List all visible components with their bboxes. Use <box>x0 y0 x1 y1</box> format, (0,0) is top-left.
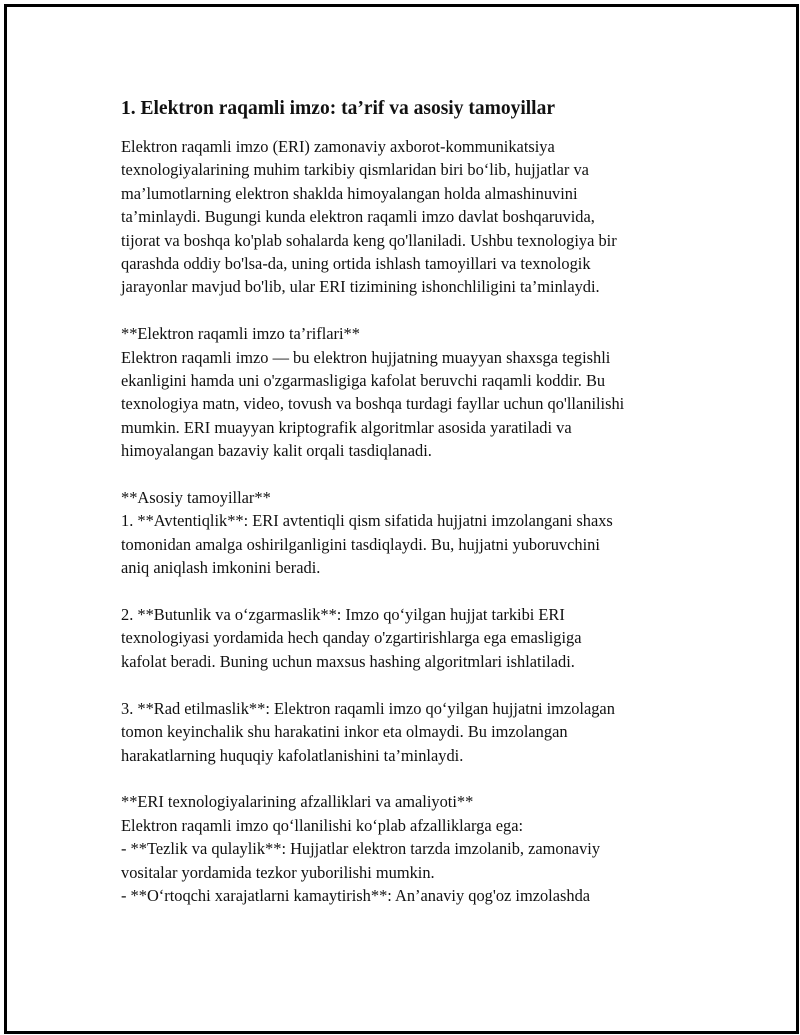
text-line: qarashda oddiy bo'lsa-da, uning ortida ishlash tamoyillari va texnologik <box>121 254 591 274</box>
text-line: texnologiyalarining muhim tarkibiy qismlaridan biri boʻlib, hujjatlar va <box>121 160 589 180</box>
text-line: tomon keyinchalik shu harakatini inkor eta olmaydi. Bu imzolangan <box>121 722 568 742</box>
text-line: Elektron raqamli imzo qoʻllanilishi koʻplab afzalliklarga ega: <box>121 815 524 835</box>
principles-heading: **Asosiy tamoyillar** <box>121 488 271 508</box>
definitions-heading: **Elektron raqamli imzo ta’riflari** <box>121 324 360 344</box>
text-line: ekanligini hamda uni o'zgarmasligiga kafolat beruvchi raqamli koddir. Bu <box>121 371 606 391</box>
text-line: ta’minlaydi. Bugungi kunda elektron raqamli imzo davlat boshqaruvida, <box>121 207 595 227</box>
document-page <box>4 4 799 1034</box>
intro-paragraph <box>121 135 693 907</box>
principle-item: 3. **Rad etilmaslik**: Elektron raqamli imzo qoʻyilgan hujjatni imzolagan <box>121 698 615 718</box>
text-line: mumkin. ERI muayyan kriptografik algoritmlar asosida yaratiladi va <box>121 417 572 437</box>
text-line: Elektron raqamli imzo — bu elektron hujjatning muayyan shaxsga tegishli <box>121 347 611 367</box>
list-item: - **Oʻrtoqchi xarajatlarni kamaytirish**: An’anaviy qog'oz imzolashda <box>121 885 591 905</box>
text-line: himoyalangan bazaviy kalit orqali tasdiqlanadi. <box>121 441 432 461</box>
text-line: aniq aniqlash imkonini beradi. <box>121 558 321 578</box>
text-line: jarayonlar mavjud bo'lib, ular ERI tizimining ishonchliligini ta’minlaydi. <box>121 277 600 297</box>
list-item: - **Tezlik va qulaylik**: Hujjatlar elektron tarzda imzolanib, zamonaviy <box>121 839 601 859</box>
principle-item: 1. **Avtentiqlik**: ERI avtentiqli qism sifatida hujjatni imzolangani shaxs <box>121 511 613 531</box>
text-line: tomonidan amalga oshirilganligini tasdiqlaydi. Bu, hujjatni yuboruvchini <box>121 534 600 554</box>
text-line: vositalar yordamida tezkor yuborilishi mumkin. <box>121 862 435 882</box>
text-line: texnologiya matn, video, tovush va boshqa turdagi fayllar uchun qo'llanilishi <box>121 394 625 414</box>
text-line: kafolat beradi. Buning uchun maxsus hashing algoritmlari ishlatiladi. <box>121 651 575 671</box>
text-line: harakatlarning huquqiy kafolatlanishini ta’minlaydi. <box>121 745 464 765</box>
text-line: Elektron raqamli imzo (ERI) zamonaviy axborot-kommunikatsiya <box>121 137 555 156</box>
principle-item: 2. **Butunlik va oʻzgarmaslik**: Imzo qoʻyilgan hujjat tarkibi ERI <box>121 605 565 625</box>
advantages-heading: **ERI texnologiyalarining afzalliklari va amaliyoti** <box>121 792 474 812</box>
text-line: texnologiyasi yordamida hech qanday o'zgartirishlarga ega emasligiga <box>121 628 582 648</box>
document-content <box>121 96 693 907</box>
text-line: ma’lumotlarning elektron shaklda himoyalangan holda almashinuvini <box>121 183 578 203</box>
section-title: 1. Elektron raqamli imzo: ta’rif va asosiy tamoyillar <box>121 98 555 119</box>
text-line: tijorat va boshqa ko'plab sohalarda keng qo'llaniladi. Ushbu texnologiya bir <box>121 230 617 250</box>
